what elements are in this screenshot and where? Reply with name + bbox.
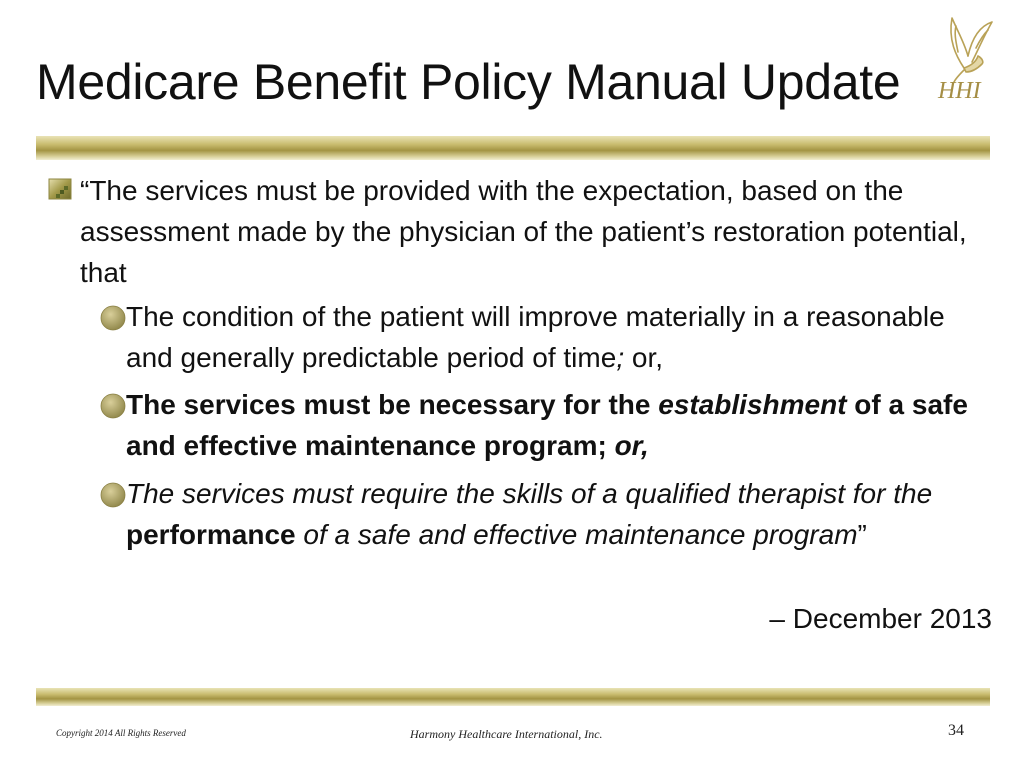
bottom-divider — [36, 688, 990, 706]
bullet-sub-3-text-before: The services must require the skills of a qualified therapist for the — [126, 478, 933, 509]
bullet-sub-1-text: The condition of the patient will improve materially in a reasonable and generally predictable period of time — [126, 301, 945, 373]
bullet-sub-1-semicolon: ; — [616, 342, 625, 373]
bullet-sub-2-text-after: of a safe and effective maintenance program; — [126, 389, 968, 461]
bullet-sub-3-emphasis: performance — [126, 519, 296, 550]
bullet-main: “The services must be provided with the expectation, based on the assessment made by the physician of the patient’s restoration potential, that — [80, 175, 967, 288]
bullet-sub-2-emphasis: establishment — [658, 389, 847, 420]
bullet-sub-1-tail: or, — [624, 342, 664, 373]
bullet-sub-2 — [126, 384, 986, 466]
bullet-sub-3 — [126, 473, 986, 555]
bullet-sub-2-tail: or, — [614, 430, 649, 461]
round-bullet-icon — [100, 305, 126, 331]
round-bullet-icon — [100, 482, 126, 508]
attribution: – December 2013 — [769, 603, 992, 634]
footer-company: Harmony Healthcare International, Inc. — [410, 727, 603, 741]
slide-title: Medicare Benefit Policy Manual Update — [36, 54, 901, 110]
bullet-sub-3-text-after: of a safe and effective maintenance program — [295, 519, 858, 550]
logo-text: HHI — [938, 78, 981, 104]
bullet-sub-1 — [126, 296, 986, 378]
round-bullet-icon — [100, 393, 126, 419]
square-bullet-icon — [48, 178, 72, 200]
bullet-sub-3-tail: ” — [857, 519, 867, 550]
bullet-sub-2-text-before: The services must be necessary for the — [126, 389, 659, 420]
footer-copyright: Copyright 2014 All Rights Reserved — [56, 728, 186, 738]
page-number: 34 — [948, 722, 964, 739]
